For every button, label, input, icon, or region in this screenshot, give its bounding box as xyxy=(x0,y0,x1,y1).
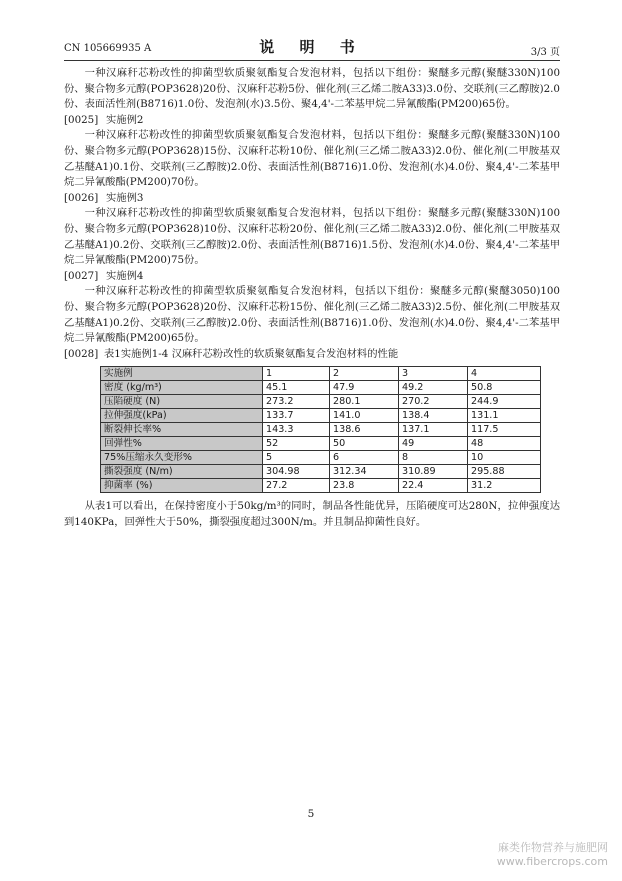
table-row xyxy=(101,451,541,465)
table-cell: 49 xyxy=(399,437,468,451)
table-cell: 137.1 xyxy=(399,423,468,437)
table-cell: 实施例 xyxy=(101,367,263,381)
page-indicator: 3/3 页 xyxy=(530,47,560,58)
paragraph-example-1: 一种汉麻秆芯粉改性的抑菌型软质聚氨酯复合发泡材料，包括以下组份：聚醚多元醇(聚醚330N)100份、聚合物多元醇(POP3628)20份、汉麻秆芯粉5份、催化剂(三乙烯二胺A33)3.0份、交联剂(三乙醇胺)2.0份、表面活性剂(B8716)1.0份、发泡剂(水)3.5份、聚4,4'-二苯基甲烷二异氰酸酯(PM200)65份。 xyxy=(64,67,560,111)
table-row xyxy=(101,423,541,437)
section-label: 实施例3 xyxy=(106,191,144,204)
paragraph-example-2: 一种汉麻秆芯粉改性的抑菌型软质聚氨酯复合发泡材料，包括以下组份：聚醚多元醇(聚醚330N)100份、聚合物多元醇(POP3628)15份、汉麻秆芯粉10份、催化剂(三乙烯二胺A33)2.0份、催化剂(二甲胺基双乙基醚A1)0.1份、交联剂(三乙醇胺)2.0份、表面活性剂(B8716)1.0份、发泡剂(水)4.0份、聚4,4'-二苯基甲烷二异氰酸酯(PM200)70份。 xyxy=(64,129,560,189)
table-cell: 4 xyxy=(468,367,541,381)
section-heading xyxy=(64,269,560,285)
properties-table xyxy=(100,366,541,493)
table-cell: 1 xyxy=(263,367,330,381)
table-cell: 304.98 xyxy=(263,465,330,479)
table-cell: 131.1 xyxy=(468,409,541,423)
table-cell: 回弹性% xyxy=(101,437,263,451)
table-cell: 138.4 xyxy=(399,409,468,423)
section-label: 实施例4 xyxy=(106,269,144,282)
table-cell: 244.9 xyxy=(468,395,541,409)
paragraph-number: [0027] xyxy=(64,269,99,282)
table-cell: 密度 (kg/m³) xyxy=(101,381,263,395)
document-body xyxy=(64,66,560,530)
table-cell: 10 xyxy=(468,451,541,465)
table-cell: 8 xyxy=(399,451,468,465)
section-label: 实施例2 xyxy=(106,113,144,126)
table-row xyxy=(101,381,541,395)
table-cell: 280.1 xyxy=(330,395,399,409)
table-cell: 52 xyxy=(263,437,330,451)
table-cell: 压陷硬度 (N) xyxy=(101,395,263,409)
paragraph-number: [0025] xyxy=(64,113,99,126)
table-cell: 2 xyxy=(330,367,399,381)
section-heading xyxy=(64,113,560,129)
table-row xyxy=(101,465,541,479)
table-cell: 断裂伸长率% xyxy=(101,423,263,437)
paragraph-example-4: 一种汉麻秆芯粉改性的抑菌型软质聚氨酯复合发泡材料，包括以下组份：聚醚多元醇(聚醚3050)100份、聚合物多元醇(POP3628)20份、汉麻秆芯粉15份、催化剂(三乙烯二胺A33)2.5份、催化剂(二甲胺基双乙基醚A1)0.2份、交联剂(三乙醇胺)2.0份、表面活性剂(B8716)1.0份、发泡剂(水)4.0份、聚4,4'-二苯基甲烷二异氰酸酯(PM200)65份。 xyxy=(64,285,560,345)
paragraph-number: [0026] xyxy=(64,191,99,204)
header-rule xyxy=(64,60,560,61)
table-cell: 5 xyxy=(263,451,330,465)
table-cell: 抑菌率 (%) xyxy=(101,479,263,493)
paragraph-example-3: 一种汉麻秆芯粉改性的抑菌型软质聚氨酯复合发泡材料，包括以下组份：聚醚多元醇(聚醚330N)100份、聚合物多元醇(POP3628)10份、汉麻秆芯粉20份、催化剂(三乙烯二胺A33)2.0份、催化剂(二甲胺基双乙基醚A1)0.2份、交联剂(三乙醇胺)2.0份、表面活性剂(B8716)1.5份、发泡剂(水)4.0份、聚4,4'-二苯基甲烷二异氰酸酯(PM200)75份。 xyxy=(64,207,560,267)
table-cell: 138.6 xyxy=(330,423,399,437)
page-number: 5 xyxy=(307,808,315,820)
table-cell: 27.2 xyxy=(263,479,330,493)
page-header xyxy=(64,36,560,58)
table-caption-text: 表1实施例1-4 汉麻秆芯粉改性的软质聚氨酯复合发泡材料的性能 xyxy=(104,347,399,360)
table-caption xyxy=(64,347,560,363)
table-cell: 312.34 xyxy=(330,465,399,479)
table-cell: 3 xyxy=(399,367,468,381)
watermark-url: www.fibercrops.com xyxy=(496,855,608,868)
table-row xyxy=(101,395,541,409)
table-cell: 310.89 xyxy=(399,465,468,479)
table-cell: 拉伸强度(kPa) xyxy=(101,409,263,423)
table-cell: 50 xyxy=(330,437,399,451)
table-row xyxy=(101,479,541,493)
paragraph-conclusion: 从表1可以看出，在保持密度小于50kg/m³的同时，制品各性能优异，压陷硬度可达280N，拉伸强度达到140KPa，回弹性大于50%，撕裂强度超过300N/m。并且制品抑菌性良好。 xyxy=(64,500,560,528)
document-title: 说 明 书 xyxy=(259,38,365,56)
table-cell: 22.4 xyxy=(399,479,468,493)
table-row xyxy=(101,437,541,451)
table-header-row xyxy=(101,367,541,381)
table-cell: 141.0 xyxy=(330,409,399,423)
watermark xyxy=(497,841,608,869)
table-cell: 45.1 xyxy=(263,381,330,395)
table-cell: 48 xyxy=(468,437,541,451)
section-heading xyxy=(64,191,560,207)
table-cell: 75%压缩永久变形% xyxy=(101,451,263,465)
table-cell: 49.2 xyxy=(399,381,468,395)
table-cell: 撕裂强度 (N/m) xyxy=(101,465,263,479)
table-cell: 6 xyxy=(330,451,399,465)
table-cell: 143.3 xyxy=(263,423,330,437)
patent-number: CN 105669935 A xyxy=(64,43,152,54)
table-row xyxy=(101,409,541,423)
table-cell: 117.5 xyxy=(468,423,541,437)
table-cell: 31.2 xyxy=(468,479,541,493)
table-cell: 270.2 xyxy=(399,395,468,409)
table-cell: 23.8 xyxy=(330,479,399,493)
table-cell: 295.88 xyxy=(468,465,541,479)
table-cell: 50.8 xyxy=(468,381,541,395)
table-cell: 273.2 xyxy=(263,395,330,409)
table-cell: 133.7 xyxy=(263,409,330,423)
table-cell: 47.9 xyxy=(330,381,399,395)
paragraph-number: [0028] xyxy=(64,347,99,360)
watermark-site-name: 麻类作物营养与施肥网 xyxy=(498,841,608,854)
